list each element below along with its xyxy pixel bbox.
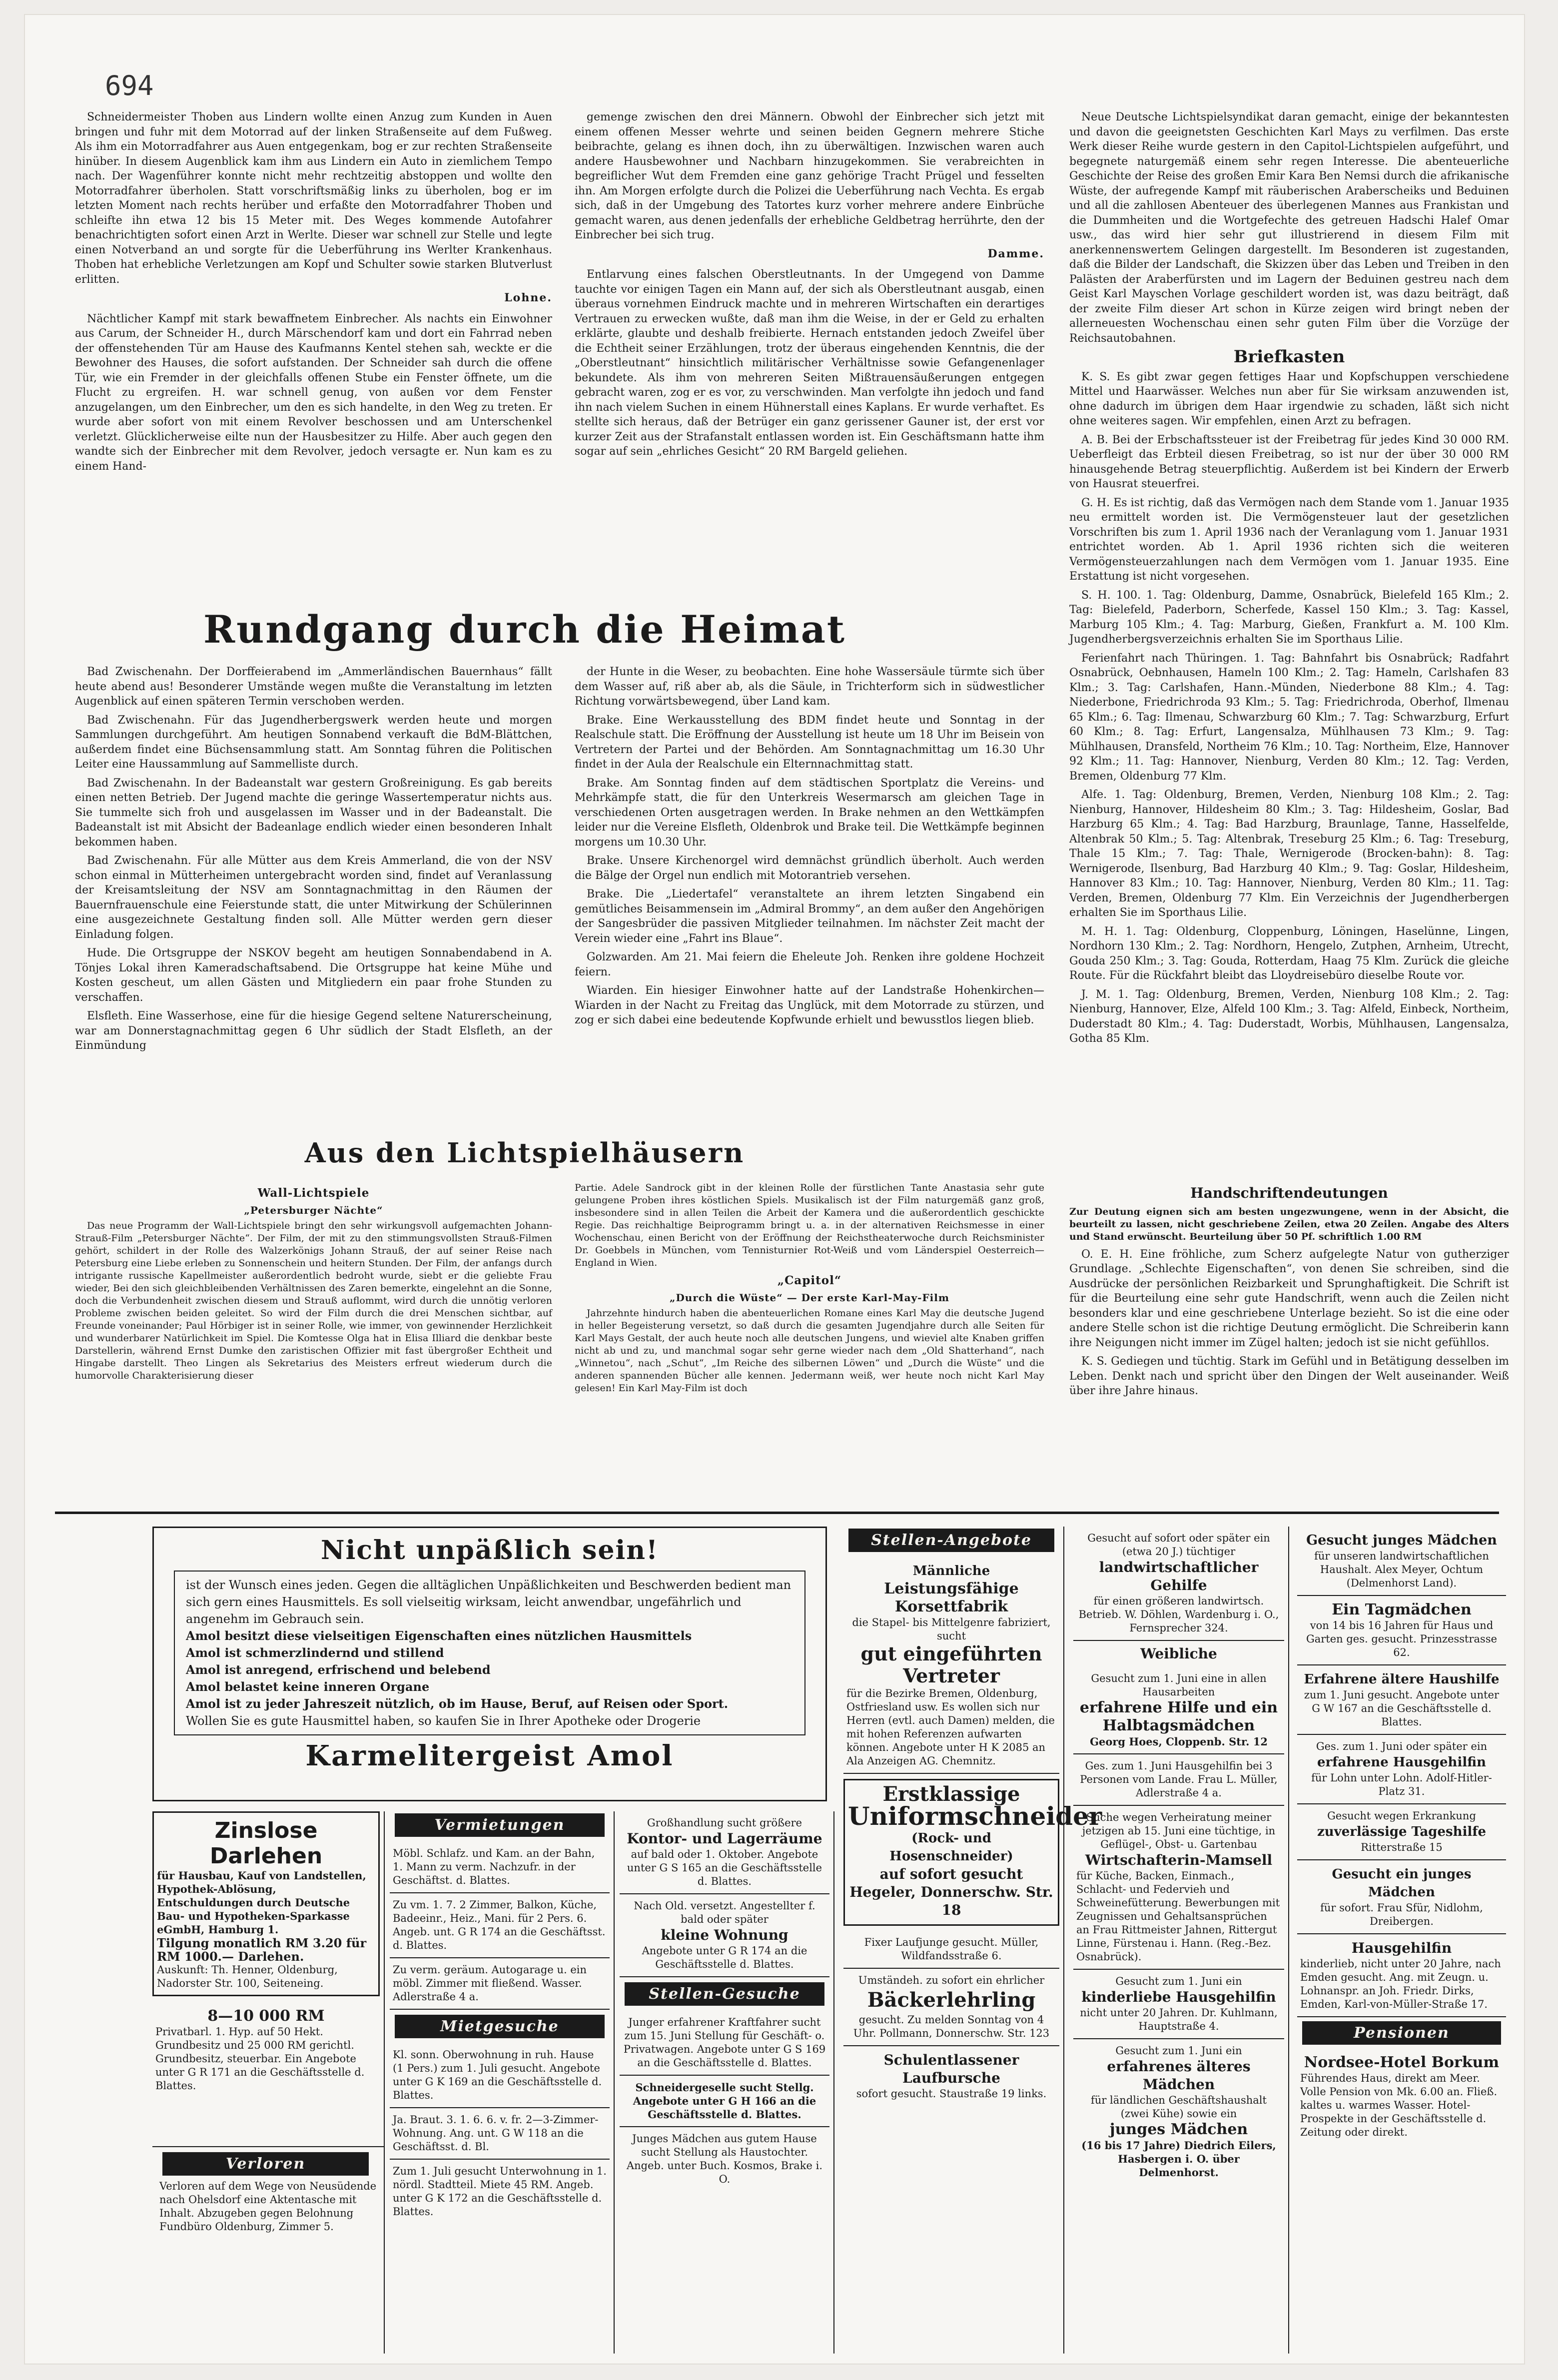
page-number: 694 [105, 70, 154, 101]
ad-title: Uniformschneider [848, 1801, 1102, 1831]
ad-hausgehilfin-emden [1297, 1934, 1506, 2017]
column-licht-2 [575, 1182, 1044, 1399]
ads-column-a [152, 1811, 385, 2354]
column-licht-1 [75, 1182, 552, 1386]
letter-answer: G. H. Es ist richtig, daß das Vermögen nach dem Stande vom 1. Januar 1935 neu ermittelt worden ist. Die Vermögensteuer laut der gesetzlichen Vorschriften bis zum 1. April 1936 nach der Veranlagung vom 1. Januar 1931 entrichtet worden. Ab 1. April 1936 richten sich die weiteren Vermögensteuerzahlungen nach dem Vermögen vom 1. Januar 1935. Eine Erstattung ist nicht vorgesehen. [1069, 496, 1509, 583]
ad-title: kleine Wohnung [661, 1927, 788, 1943]
news-item: Bad Zwischenahn. Der Dorffeierabend im „Ammerländischen Bauernhaus“ fällt heute abend aus! Besonderer Umstände wegen mußte die Veranstaltung im letzten Augenblick auf einen späteren Termin verschoben werden. [75, 666, 552, 708]
ad-title: erfahrene Hausgehilfin [1317, 1755, 1487, 1770]
ad-title: Bäckerlehrling [867, 1988, 1036, 2012]
article-text: Nächtlicher Kampf mit stark bewaffnetem Einbrecher. Als nachts ein Einwohner aus Carum, der Schneider H., durch Märschendorf kam und dort ein Fahrrad neben der offenstehenden Tür am Hause des Kaufmanns Kentel stehen sah, weckte er die Bewohner des Hauses, die sofort aufstanden. Der Schneider sah durch die offene Tür, wie ein Fremder in der gleichfalls offenen Stube ein Fenster öffnete, um die Flucht zu ergreifen. H. war schnell genug, von außen vor dem Fenster anzugelangen, um den Einbrecher, um den es sich handelte, in den Weg zu treten. Er wurde aber sofort von mit einem Revolver beschossen und am Unterschenkel verletzt. Glücklicherweise eilte nun der Hausbesitzer zu Hilfe. Aber auch gegen den wandte sich der Einbrecher mit dem Revolver, jedoch versagte er. Nun kam es zu einem Hand- [75, 312, 552, 473]
ad-text: Gesucht zum 1. Juni eine in allen Hausarbeiten [1091, 1672, 1267, 1698]
ad-aelteres-maedchen [1073, 2039, 1284, 2184]
ad-mietgesuch: Zum 1. Juli gesucht Unterwohnung in 1. nördl. Stadtteil. Miete 45 RM. Angeb. unter G K 172 an die Geschäftsstelle d. Blattes. [393, 2165, 607, 2218]
article-dateline: Lohne. [504, 291, 552, 304]
ad-text: Gesucht wegen Erkrankung [1327, 1810, 1476, 1822]
category-vermietungen: Vermietungen [395, 1813, 605, 1837]
ad-text: zum 1. Juni gesucht. Angebote unter G W 167 an die Geschäftsstelle d. Blattes. [1304, 1689, 1500, 1728]
ad-text: Gesucht zum 1. Juni ein [1115, 2045, 1242, 2057]
ad-text: nicht unter 20 Jahren. Dr. Kuhlmann, Hauptstraße 4. [1080, 2007, 1278, 2032]
article-text: Entlarvung eines falschen Oberstleutnants. In der Umgegend von Damme tauchte vor einigen Tagen ein Mann auf, der sich als Oberstleutnant ausgab, einen überaus vornehmen Eindruck machte und in mehreren Wirtschaften ein derartiges Vertrauen zu erwecken wußte, daß man ihm die Weise, in der er Geld zu erhalten erklärte, glaubte und deshalb freibierte. Hernach entstanden jedoch Zweifel über die Echtheit seiner Erzählungen, trotz der überaus eingehenden Kenntnis, die der „Oberstleutnant“ hinsichtlich militärischer Verhältnisse sowie Gefangenenlager bekundete. Als ihm von mehreren Seiten Mißtrauensäußerungen entgegen gebracht waren, zog er es vor, zu verschwinden. Man verfolgte ihn jedoch und fand ihn nach vielem Suchen in einem Hühnerstall eines Kaplans. Er wurde verhaftet. Es stellte sich heraus, daß der Betrüger ein ganz gerissener Gauner ist, der erst vor kurzer Zeit aus der Strafanstalt entlassen worden ist. Ein Geschäftsmann hatte ihm sogar auf sein „ehrliches Gesicht“ 20 RM Bargeld geliehen. [575, 268, 1044, 458]
ad-title: kinderliebe Hausgehilfin [1081, 1989, 1276, 2005]
ad-text: Verloren auf dem Wege von Neusüdende nach Ohelsdorf eine Aktentasche mit Inhalt. Abzugeben gegen Belohnung Fundbüro Oldenburg, Zimmer 5. [159, 2180, 377, 2233]
ads-column-d [839, 1527, 1102, 2354]
amol-body [174, 1571, 805, 1735]
handschrift-item: O. E. H. Eine fröhliche, zum Scherz aufgelegte Natur von gutherziger Grundlage. „Schlechte Eigenschaften“, von denen Sie schreiben, sind die Ausdrücke der persönlichen Reizbarkeit und Sprunghaftigkeit. Die Schrift ist für die Beurteilung eine sehr gute Handschrift, wenn auch die Zeilen nicht besonders klar und eine geschriebene Unterlage bezieht. So ist die eine oder andere Stelle schon ist die richtige Deutung ermöglicht. Die Schreiberin kann ihre Neigungen nicht immer im Zügel halten; jedoch ist sie nicht gefühllos. [1069, 1248, 1509, 1349]
briefkasten-title: Briefkasten [1233, 347, 1345, 367]
ads-column-c [620, 1811, 834, 2354]
ad-text: Tilgung monatlich RM 3.20 für RM 1000.— Darlehen. [157, 1936, 367, 1964]
ad-junges-maedchen-2 [1297, 1860, 1506, 1934]
amol-closing: Wollen Sie es gute Hausmittel haben, so kaufen Sie in Ihrer Apotheke oder Drogerie [186, 1714, 701, 1728]
ad-title: 8—10 000 RM [207, 2007, 325, 2025]
ad-text: für unseren landwirtschaftlichen Haushalt. Alex Meyer, Ochtum (Delmenhorst Land). [1314, 1550, 1489, 1589]
cinema-name: „Capitol“ [777, 1274, 842, 1287]
news-item: Brake. Am Sonntag finden auf dem städtischen Sportplatz die Vereins- und Mehrkämpfe statt, die für den Unterkreis Wesermarsch am gleichen Tage in verschiedenen Orten ausgetragen werden. In Brake nehmen an den Wettkämpfen leider nur die Vereine Elsfleth, Oldenbrok und Brake teil. Die Wettkämpfe beginnen morgens um 10.30 Uhr. [575, 777, 1044, 848]
ad-address: Hegeler, Donnerschw. Str. 18 [849, 1884, 1053, 1918]
ad-text: Führendes Haus, direkt am Meer. Volle Pension von Mk. 6.00 an. Fließ. kaltes u. warmes Wasser. Hotel-Prospekte in der Geschäftsstelle d. Zeitung oder direkt. [1300, 2072, 1498, 2138]
column-top-3 [1069, 110, 1509, 1050]
ad-address: Ritterstraße 15 [1361, 1841, 1443, 1853]
letter-answer: K. S. Es gibt zwar gegen fettiges Haar und Kopfschuppen verschiedene Mittel und Haarwässer. Welches nun aber für Sie wirksam anzuwenden ist, ohne dadurch im übrigen dem Haar irgendwie zu schaden, läßt sich nicht ohne weiteres sagen. Wir empfehlen, einen Arzt zu befragen. [1069, 370, 1509, 427]
ad-text: gesucht. Zu melden Sonntag von 4 Uhr. Pollmann, Donnerschw. Str. 123 [853, 2014, 1050, 2039]
amol-brand: Karmelitergeist Amol [305, 1739, 674, 1772]
ad-wohnung [620, 1894, 829, 1977]
ad-vermietung: Zu vm. 1. 7. 2 Zimmer, Balkon, Küche, Badeeinr., Heiz., Mani. für 2 Pers. 6. Angeb. unt. G R 174 an die Geschäftsst. d. Blattes. [390, 1893, 610, 1958]
ad-title: Ein Tagmädchen [1332, 1601, 1472, 1618]
news-item: Hude. Die Ortsgruppe der NSKOV begeht am heutigen Sonnabendabend in A. Tönjes Lokal ihren Kameradschaftsabend. Die Ortsgruppe hat keine Mühe und Kosten gescheut, um allen Gästen und Mitgliedern ein paar frohe Stunden zu verschaffen. [75, 947, 552, 1004]
ad-nordsee-hotel [1297, 2049, 1506, 2144]
news-item: Bad Zwischenahn. Für das Jugendherbergswerk werden heute und morgen Sammlungen durchgeführt. Am heutigen Sonnabend verkauft die BdM-Blättchen, außerdem findet eine Büchsensammlung statt. Am Sonntag führen die Politischen Leiter eine Haussammlung auf Sammelliste durch. [75, 714, 552, 771]
film-review: Das neue Programm der Wall-Lichtspiele bringt den sehr wirkungsvoll aufgemachten Johann-Strauß-Film „Petersburger Nächte“. Der Film, der mit zu den stimmungsvollsten Strauß-Filmen gehört, schildert in der Rolle des Walzerkönigs Johann Strauß, der auf seiner Reise nach Petersburg eine Liebe erleben zu Sonnenschein und heitern Stunden. Der Film, der anfangs durch intrigante russische Kapellmeister außerordentlich bedroht wurde, siebt er die geliebte Frau wieder, Bei den sich gleichbleibenden Verhältnissen des Zaren bemerkte, eingelehnt an die Sonne, doch die Verbundenheit zwischen diesem und Strauß auflommt, wird durch die unnötig verloren Probleme zwischen beiden geleitet. So wird der Film durch die drei Menschen sichtbar, auf Freunde voneinander; Paul Hörbiger ist in seiner Rolle, wie immer, von gewinnender Herzlichkeit und wunderbarer Natürlichkeit im Spiel. Die Komtesse Olga hat in Elisa Illiard die denkbar beste Darstellerin, während Ernst Dumke den zaristischen Offizier mit fast übergroßer Echtheit und Hingabe darstellt. Theo Lingen als Sekretarius des Meisters erfreut wiederum durch die humorvolle Charakterisierung dieser [75, 1220, 552, 1381]
ad-wirtschafterin [1073, 1806, 1284, 1970]
ad-title: Gesucht ein junges Mädchen [1332, 1867, 1472, 1900]
ad-title: Kontor- und Lagerräume [627, 1830, 822, 1847]
ad-hausgehilfin: Ges. zum 1. Juni Hausgehilfin bei 3 Personen vom Lande. Frau L. Müller, Adlerstraße 4 a. [1073, 1754, 1284, 1806]
ad-text: Gesucht auf sofort oder später ein (etwa 20 J.) tüchtiger [1087, 1532, 1270, 1558]
cinema-name: Wall-Lichtspiele [257, 1186, 370, 1200]
ad-junges-maedchen [1297, 1527, 1506, 1596]
news-item: Wiarden. Ein hiesiger Einwohner hatte auf der Landstraße Hohenkirchen—Wiarden in der Nacht zu Freitag das Unglück, mit dem Motorrade zu stürzen, und zog er sich dabei eine bedeutende Kopfwunde erhielt und bewusstlos liegen blieb. [575, 984, 1044, 1026]
letter-answer: Alfe. 1. Tag: Oldenburg, Bremen, Verden, Nienburg 108 Klm.; 2. Tag: Nienburg, Hannover, Hildesheim 80 Klm.; 3. Tag: Hildesheim, Goslar, Bad Harzburg 65 Klm.; 4. Tag: Bad Harzburg, Braunlage, Tanne, Hasselfelde, Altenbrak 50 Klm.; 5. Tag: Altenbrak, Treseburg 25 Klm.; 6. Tag: Treseburg, Thale 15 Klm.; 7. Tag: Thale, Wernigerode (Brocken-bahn): 8. Tag: Wernigerode, Ilsenburg, Bad Harzburg 40 Klm.; 9. Tag: Goslar, Hildesheim, Hannover 83 Klm.; 10. Tag: Hannover, Nienburg, Verden 80 Klm.; 11. Tag: Verden, Bremen, Oldenburg 77 Klm. Ein Verzeichnis der Jugendherbergen erhalten Sie im Sporthaus Lilie. [1069, 789, 1509, 919]
ad-address: Georg Hoes, Cloppenb. Str. 12 [1090, 1735, 1268, 1748]
amol-intro: ist der Wunsch eines jeden. Gegen die alltäglichen Unpäßlichkeiten und Beschwerden bedient man sich gern eines Hausmittels. Es soll vielseitig wirksam, leicht anwendbar, ungefährlich und angenehm im Gebrauch sein. [186, 1578, 791, 1626]
newspaper-page [25, 15, 1524, 2364]
headline-rundgang: Rundgang durch die Heimat [203, 607, 846, 652]
ad-mietgesuch: Ja. Braut. 3. 1. 6. 6. v. fr. 2—3-Zimmer-Wohnung. Ang. unt. G W 118 an die Geschäftsst. d. Bl. [390, 2108, 610, 2160]
ad-text: für ländlichen Geschäftshaushalt (zwei Kühe) sowie ein [1091, 2094, 1267, 2120]
ads-column-f [1294, 1527, 1509, 2354]
article-text: gemenge zwischen den drei Männern. Obwohl der Einbrecher sich jetzt mit einem offenen Messer wehrte und seinen beiden Gegnern mehrere Stiche beibrachte, gelang es ihnen doch, ihn zu überwältigen. Inzwischen waren auch andere Hausbewohner und Nachbarn hinzugekommen. Sie verabreichten in begreiflicher Wut dem Fremden eine ganz gehörige Tracht Prügel und fesselten ihn. Am Morgen erfolgte durch die Polizei die Ueberführung nach Vechta. Es ergab sich, daß in der Umgebung des Tatortes kurz vorher mehrere andere Einbrüche gemacht waren, aus denen jedenfalls der erhebliche Geldbetrag herrührte, den der Einbrecher bei sich trug. [575, 111, 1044, 241]
ad-text: Umständeh. zu sofort ein ehrlicher [858, 1974, 1045, 1986]
ad-text: sofort gesucht. Staustraße 19 links. [856, 2088, 1047, 2100]
film-review: Partie. Adele Sandrock gibt in der kleinen Rolle der fürstlichen Tante Anastasia sehr gute gelungene Proben ihres köstlichen Spiels. Musikalisch ist der Film naturgemäß ganz groß, insbesondere sind in allen Teilen die Arbeit der Kamera und die außerordentlich geschickte Regie. Das reichhaltige Beiprogramm bringt u. a. in der alternativen Reichsmesse in einer Wochenschau, einen Bericht von der Eröffnung der Reichstheaterwoche durch Reichsminister Dr. Goebbels in München, vom Tennisturnier Rot-Weiß und vom Länderspiel Oesterreich—England in Wien. [575, 1182, 1044, 1268]
ad-subtitle: (Rock- und Hosenschneider) [889, 1831, 1013, 1864]
ad-laufjunge: Fixer Laufjunge gesucht. Müller, Wildfandsstraße 6. [843, 1931, 1059, 1969]
letter-answer: M. H. 1. Tag: Oldenburg, Cloppenburg, Löningen, Haselünne, Lingen, Nordhorn 130 Klm.; 2. Tag: Nordhorn, Hengelo, Zutphen, Arnheim, Utrecht, Gouda 250 Klm.; 3. Tag: Gouda, Rotterdam, Haag 75 Klm. Zurück die gleiche Route. Für die Rückfahrt bleibt das Lloydreisebüro dieselbe Route vor. [1069, 925, 1509, 982]
ad-text: für Hausbau, Kauf von Landstellen, Hypothek-Ablösung, Entschuldungen durch Deutsche Bau- und Hypotheken-Sparkasse eGmbH, Hamburg 1. [157, 1869, 366, 1936]
ads-column-b [390, 1811, 615, 2354]
ad-tageshilfe [1297, 1804, 1506, 1860]
category-stellenangebote: Stellen-Angebote [848, 1529, 1054, 1552]
ad-text: auf bald oder 1. Oktober. Angebote unter G S 165 an die Geschäftsstelle d. Blattes. [627, 1848, 822, 1887]
column-rundgang-2 [575, 665, 1044, 1032]
column-rundgang-1 [75, 665, 552, 1057]
ad-section-rule [55, 1512, 1499, 1514]
ad-text: Privatbarl. 1. Hyp. auf 50 Hekt. Grundbesitz und 25 000 RM gerichtl. Grundbesitz, steuerbar. Ein Angebote unter G R 171 an die Geschäftsstelle d. Blattes. [155, 2026, 365, 2092]
ad-mietgesuch: Kl. sonn. Oberwohnung in ruh. Hause (1 Pers.) zum 1. Juli gesucht. Angebote unter G K 169 an die Geschäftsstelle d. Blattes. [390, 2043, 610, 2108]
ad-vermietung: Zu verm. geräum. Autogarage u. ein möbl. Zimmer mit fließend. Wasser. Adlerstraße 4 a. [390, 1958, 610, 2010]
letter-answer: A. B. Bei der Erbschaftssteuer ist der Freibetrag für jedes Kind 30 000 RM. Ueberfleigt das Erbteil diesen Freibetrag, so ist nur der über 30 000 RM hinausgehende Betrag steuerpflichtig. Außerdem ist bei Kindern der Erwerb von Hausrat steuerfrei. [1069, 433, 1509, 490]
ad-text: Auskunft: Th. Henner, Oldenburg, Nadorster Str. 100, Seiteneing. [157, 1964, 338, 1989]
ads-column-e [1069, 1527, 1289, 2354]
category-stellengesuche: Stellen-Gesuche [625, 1982, 824, 2006]
ad-title: erfahrene Hilfe und ein Halbtagsmädchen [1079, 1699, 1278, 1734]
category-verloren: Verloren [162, 2152, 369, 2176]
ad-stellengesuch: Junges Mädchen aus gutem Hause sucht Stellung als Haustochter. Angeb. unter Buch. Kosmos, Brake i. O. [626, 2133, 823, 2185]
ad-title: Erfahrene ältere Haushilfe [1304, 1672, 1500, 1687]
news-item: Golzwarden. Am 21. Mai feiern die Eheleute Joh. Renken ihre goldene Hochzeit feiern. [575, 951, 1044, 978]
ad-text: Großhandlung sucht größere [647, 1817, 802, 1829]
ad-hilfe [1073, 1667, 1284, 1754]
ad-gehilfe [1073, 1527, 1284, 1641]
ad-text: Suche wegen Verheiratung meiner jetzigen ab 15. Juni eine tüchtige, in Geflügel-, Obst- u. Gartenbau [1082, 1811, 1276, 1850]
ad-title: landwirtschaftlicher Gehilfe [1099, 1559, 1259, 1593]
ad-title: Zinslose Darlehen [209, 1818, 323, 1869]
amol-point: Amol besitzt diese vielseitigen Eigenschaften eines nützlichen Hausmittels [186, 1628, 692, 1643]
ad-text: auf sofort gesucht [879, 1866, 1023, 1882]
ad-uniformschneider [843, 1779, 1102, 1926]
news-item: Brake. Eine Werkausstellung des BDM findet heute und Sonntag in der Realschule statt. Die Eröffnung der Ausstellung ist heute um 18 Uhr im Beisein von Vertretern der Partei und der Behörden. Am Sonntagnachmittag um 16.30 Uhr findet in der Aula der Realschule ein Elternnachmittag statt. [575, 714, 1044, 771]
ad-text: Gesucht zum 1. Juni ein [1115, 1975, 1242, 1987]
headline-lichtspiel: Aus den Lichtspielhäusern [304, 1137, 745, 1169]
column-top-2 [575, 110, 1044, 463]
ad-title: erfahrenes älteres Mädchen [1107, 2058, 1251, 2093]
ad-text: für Küche, Backen, Einmach., Schlacht- und Federvieh und Schweinefütterung. Bewerbungen mit Zeugnissen und Gehaltsansprüchen an Frau Rittmeister Jahnen, Rittergut Linne, Fürstenau i. Hann. (Reg.-Bez. Osnabrück). [1076, 1870, 1280, 1963]
ad-text: Nach Old. versetzt. Angestellter f. bald oder später [634, 1900, 815, 1925]
amol-point: Amol ist schmerzlindernd und stillend [186, 1645, 444, 1660]
column-top-1 [75, 110, 552, 478]
ad-title: Nordsee-Hotel Borkum [1304, 2054, 1500, 2071]
ad-title: gut eingeführten Vertreter [860, 1642, 1042, 1687]
letter-answer: Ferienfahrt nach Thüringen. 1. Tag: Bahnfahrt bis Osnabrück; Radfahrt Osnabrück, Oebnhausen, Hameln 100 Klm.; 2. Tag: Hameln, Carlshafen 83 Klm.; 3. Tag: Carlshafen, Hann.-Münden, Niederbone 88 Klm.; 4. Tag: Niederbone, Friedrichroda 93 Klm.; 5. Tag: Friedrichroda, Oberhof, Ilmenau 65 Klm.; 6. Tag: Ilmenau, Schwarzburg 60 Klm.; 7. Tag: Schwarzburg, Erfurt 60 Klm.; 8. Tag: Erfurt, Langensalza, Mühlhausen 73 Klm.; 9. Tag: Mühlhausen, Dransfeld, Northeim 76 Klm.; 10. Tag: Northeim, Elze, Hannover 92 Klm.; 11. Tag: Hannover, Nienburg, Verden 80 Klm.; 12. Tag: Verden, Bremen, Oldenburg 77 Klm. [1069, 652, 1509, 783]
column-handschrift [1069, 1182, 1509, 1403]
ad-text: von 14 bis 16 Jahren für Haus und Garten ges. gesucht. Prinzesstrasse 62. [1306, 1619, 1498, 1658]
handschrift-title: Handschriftendeutungen [1190, 1185, 1388, 1201]
ad-text: Ges. zum 1. Juni oder später ein [1316, 1740, 1488, 1752]
news-item: Bad Zwischenahn. Für alle Mütter aus dem Kreis Ammerland, die von der NSV schon einmal in Mütterheimen untergebracht worden sind, findet auf Veranlassung der Kreisamtsleitung der NSV am Sonntagnachmittag in den Räumen der Bauernfrauenschule eine Feierstunde statt, die unter Mitwirkung der Schülerinnen eine ausgezeichnete Gestaltung finden soll. Alle Mütter werden gern dieser Einladung folgen. [75, 854, 552, 941]
news-item: Bad Zwischenahn. In der Badeanstalt war gestern Großreinigung. Es gab bereits einen netten Betrieb. Der Jugend machte die geringe Wassertemperatur nichts aus. Sie tummelte sich froh und ausgelassen im Wasser und in der Badeanstalt. Die Badeanstalt ist mit Absicht der Badeanlage endlich wieder einen besonderen Inhalt bekommen haben. [75, 777, 552, 848]
news-item: Brake. Die „Liedertafel“ veranstaltete an ihrem letzten Singabend ein gemütliches Beisammensein im „Admiral Brommy“, an dem außer den Angehörigen der Sangesbrüder die passiven Mitglieder teilnahmen. Im nächster Zeit macht der Verein wieder eine „Fahrt ins Blaue“. [575, 888, 1044, 945]
ad-subtitle: Erstklassige [882, 1782, 1020, 1806]
ad-subtitle: Männliche [912, 1564, 990, 1579]
film-review: Jahrzehnte hindurch haben die abenteuerlichen Romane eines Karl May die deutsche Jugend in heller Begeisterung versetzt, so daß durch die gesamten Jugendjahre durch alle Seiten für Karl Mays Gestalt, der auch heute noch alle deutschen Jungens, und wieviel alte Knaben griffen nicht ab und zu, und manchmal sogar sehr gerne wieder nach dem „Old Shatterhand“, nach „Winnetou“, nach „Schut“, „Im Reiche des silbernen Löwen“ und „Durch die Wüste“ und die anderen spannenden Bücher alle kennen. Jedermann weiß, wer heute noch nicht Karl May gelesen! Ein Karl May-Film ist doch [575, 1308, 1044, 1394]
ad-stellengesuch: Schneidergeselle sucht Stellg. Angebote unter G H 166 an die Geschäftsstelle d. Blattes. [620, 2076, 829, 2127]
amol-point: Amol belastet keine inneren Organe [186, 1679, 430, 1694]
ad-privatdarlehen [152, 2002, 384, 2147]
ad-text: für sofort. Frau Sfür, Nidlohm, Dreibergen. [1320, 1902, 1483, 1927]
news-item: der Hunte in die Weser, zu beobachten. Eine hohe Wassersäule türmte sich über dem Wasser auf, riß aber ab, als die Säule, in Trichterform sich in südwestlicher Richtung vorwärtsbewegend, über Land kam. [575, 666, 1044, 708]
ad-title: junges Mädchen [1109, 2121, 1248, 2138]
category-mietgesuche: Mietgesuche [395, 2015, 605, 2038]
ad-text: für einen größeren landwirtsch. Betrieb. W. Döhlen, Wardenburg i. O., Fernsprecher 324. [1078, 1595, 1279, 1634]
article-text: Schneidermeister Thoben aus Lindern wollte einen Anzug zum Kunden in Auen bringen und fuhr mit dem Motorrad auf der linken Straßenseite auf dem Fußweg. Als ihm ein Motorradfahrer aus Auen entgegenkam, bog er zur rechten Straßenseite hinüber. In diesem Augenblick kam ihm aus Lindern ein Auto in ziemlichem Tempo nach. Der Wagenführer konnte nicht mehr rechtzeitig abstoppen und wollte den Motorradfahrer überholen. Statt vorschriftsmäßig links zu überholen, bog er im letzten Moment nach rechts herüber und erfaßte den Motorradfahrer Thoben und schleifte ihn etwa 12 bis 15 Meter mit. Des Weges kommende Autofahrer benachrichtigten sofort einen Arzt in Werlte. Dieser war schnell zur Stelle und legte einen Notverband an und sorgte für die Ueberführung ins Werlter Krankenhaus. Thoben hat erhebliche Verletzungen am Kopf und Schulter sowie starken Blutverlust erlitten. [75, 111, 552, 286]
category-pensionen: Pensionen [1302, 2021, 1501, 2045]
ad-title: Schulentlassener Laufbursche [883, 2052, 1019, 2086]
ad-erfahrene-hausgehilfin [1297, 1735, 1506, 1804]
ad-korsettfabrik [843, 1557, 1059, 1774]
amol-ad [152, 1527, 827, 1801]
ad-vermietung: Möbl. Schlafz. und Kam. an der Bahn, 1. Mann zu verm. Nachzufr. in der Geschäftst. d. Blattes. [390, 1842, 610, 1893]
category-weibliche: Weibliche [1140, 1645, 1217, 1662]
ad-text: kinderlieb, nicht unter 20 Jahre, nach Emden gesucht. Ang. mit Zeugn. u. Lohnanspr. an Joh. Friedr. Dirks, Emden, Karl-von-Müller-Straße 17. [1300, 1958, 1501, 2010]
ad-kinderliebe [1073, 1970, 1284, 2039]
letter-answer: J. M. 1. Tag: Oldenburg, Bremen, Verden, Nienburg 108 Klm.; 2. Tag: Nienburg, Hannover, Elze, Alfeld 100 Klm.; 3. Tag: Alfeld, Einbeck, Northeim, Duderstadt 80 Klm.; 4. Tag: Duderstadt, Worbis, Mühlhausen, Langensalza, Gotha 85 Klm. [1069, 988, 1509, 1045]
ad-zinslose [152, 1811, 380, 1996]
ad-stellengesuch: Junger erfahrener Kraftfahrer sucht zum 15. Juni Stellung für Geschäft- o. Privatwagen. Angebote unter G S 169 an die Geschäftsstelle d. Blattes. [620, 2011, 829, 2076]
ad-title: zuverlässige Tageshilfe [1317, 1824, 1487, 1839]
ad-kontor [620, 1811, 829, 1894]
ad-baeckerlehrling [843, 1969, 1059, 2046]
ad-title: Leistungsfähige Korsettfabrik [884, 1580, 1019, 1615]
ad-haushilfe [1297, 1665, 1506, 1735]
ad-title: Gesucht junges Mädchen [1306, 1533, 1497, 1548]
ad-text: Angebote unter G R 174 an die Geschäftsstelle d. Blattes. [642, 1945, 807, 1970]
ad-text: (16 bis 17 Jahre) Diedrich Eilers, Hasbergen i. O. über Delmenhorst. [1081, 2139, 1276, 2179]
amol-point: Amol ist zu jeder Jahreszeit nützlich, ob im Hause, Beruf, auf Reisen oder Sport. [186, 1696, 729, 1711]
ad-text: die Stapel- bis Mittelgenre fabriziert, sucht [852, 1616, 1051, 1642]
amol-point: Amol ist anregend, erfrischend und belebend [186, 1662, 491, 1677]
amol-headline: Nicht unpäßlich sein! [321, 1535, 659, 1566]
news-item: Brake. Unsere Kirchenorgel wird demnächst gründlich überholt. Auch werden die Bälge der Orgel nun endlich mit Motorantrieb versehen. [575, 854, 1044, 882]
ad-text: für Lohn unter Lohn. Adolf-Hitler-Platz 31. [1311, 1772, 1492, 1797]
letter-answer: S. H. 100. 1. Tag: Oldenburg, Damme, Osnabrück, Bielefeld 165 Klm.; 2. Tag: Bielefeld, Paderborn, Scherfede, Kassel 150 Klm.; 3. Tag: Kassel, Marburg 105 Klm.; 4. Tag: Marburg, Gießen, Frankfurt a. M. 100 Klm. Jugendherbergsverzeichnis erhalten Sie im Sporthaus Lilie. [1069, 589, 1509, 646]
ad-text: für die Bezirke Bremen, Oldenburg, Ostfriesland usw. Es wollen sich nur Herren (evtl. auch Damen) melden, die mit hohen Referenzen aufwarten können. Angebote unter H K 2085 an Ala Anzeigen AG. Chemnitz. [846, 1687, 1055, 1767]
handschrift-intro: Zur Deutung eignen sich am besten ungezwungene, wenn in der Absicht, die beurteilt zu lassen, nicht geschriebene Zeilen, etwa 20 Zeilen. Angabe des Alters und Stand erwünscht. Beurteilung über 50 Pf. schriftlich 1.00 RM [1069, 1206, 1509, 1242]
ad-title: Hausgehilfin [1351, 1940, 1452, 1956]
article-dateline: Damme. [987, 247, 1044, 260]
ad-laufbursche [843, 2046, 1059, 2106]
news-item: Elsfleth. Eine Wasserhose, eine für die hiesige Gegend seltene Naturerscheinung, war am Donnerstagnachmittag gegen 6 Uhr südlich der Stadt Elsfleth, an der Einmündung [75, 1010, 552, 1052]
film-title: „Durch die Wüste“ — Der erste Karl-May-Film [669, 1292, 950, 1304]
article-text: Neue Deutsche Lichtspielsyndikat daran gemacht, einige der bekanntesten und davon die geeignetsten Geschichten Karl Mays zu verfilmen. Das erste Werk dieser Reihe wurde gestern in den Capitol-Lichtspielen aufgeführt, und begegnete naturgemäß einem sehr regen Interesse. Die abenteuerliche Geschichte der Reise des großen Emir Kara Ben Nemsi durch die afrikanische Wüste, der aufregende Kampf mit räuberischen Araberscheiks und Beduinen und all die zahllosen Abenteuer des überlegenen Mannes aus Frankistan und die Dummheiten und die Wortgefechte des getreuen Hadschi Halef Omar usw., das wird hier sehr gut illustrierend in diesem Film mit anerkennenswertem Gelingen dargestellt. Im Besonderen ist zugestanden, daß die Bilder der Landschaft, die Skizzen über das Leben und Treiben in den Palästen der Araberfürsten und im Lagern der Beduinen gestreu nach dem Geist Karl Mayschen Vorlage geschildert worden ist, was dazu beiträgt, daß der zweite Film dieser Art schon in Kürze zeigen wird bringt neben der allerneuesten Wochenschau einen sehr guten Film über die Vorzüge der Reichsautobahnen. [1069, 111, 1509, 345]
ad-title: Wirtschafterin-Mamsell [1085, 1852, 1273, 1868]
film-title: „Petersburger Nächte“ [244, 1204, 383, 1216]
ad-tagmaedchen [1297, 1596, 1506, 1665]
handschrift-item: K. S. Gediegen und tüchtig. Stark im Gefühl und in Betätigung desselben im Leben. Denkt nach und spricht über den Dingen der Welt auseinander. Weiß über ihre Jahre hinaus. [1069, 1355, 1509, 1397]
